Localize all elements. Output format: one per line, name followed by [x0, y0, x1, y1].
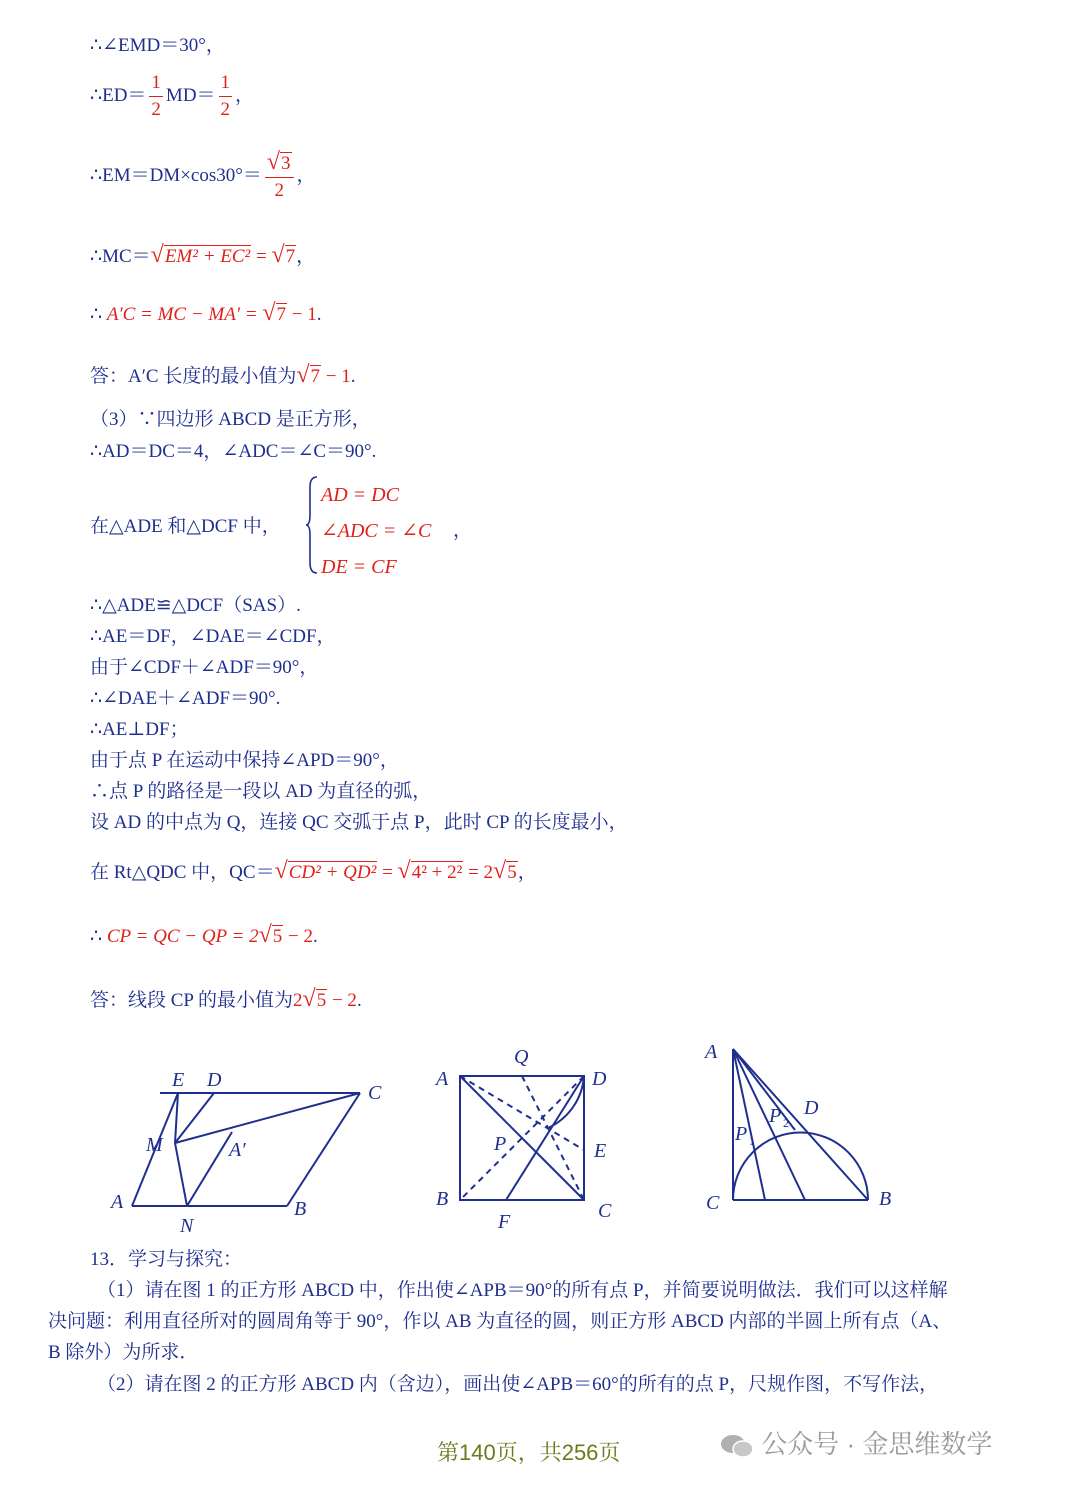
text-line — [90, 66, 254, 126]
question-heading: 13．学习与探究： — [90, 1249, 243, 1270]
text-line: 由于点 P 在运动中保持∠APD＝90°， — [90, 750, 399, 771]
label: P — [735, 1123, 748, 1145]
label: A — [705, 1041, 718, 1063]
label: C — [368, 1082, 382, 1104]
text-line: 决问题：利用直径所对的圆周角等于 90°，作以 AB 为直径的圆，则正方形 ABCD 内部的半圆上所有点（A、 — [48, 1311, 952, 1332]
expr-prefix: ∴ — [90, 304, 107, 325]
radical-sign: √ — [266, 149, 281, 176]
label: E — [172, 1069, 185, 1091]
expr-tail: − 2 — [327, 990, 357, 1011]
radical-sign: √ — [262, 300, 276, 326]
expr-prefix: ∴EM＝DM×cos30°＝ — [90, 165, 262, 186]
fraction — [149, 70, 163, 123]
fraction — [219, 70, 233, 123]
expr-prefix: ∴ED＝ — [90, 85, 147, 106]
answer-label: 答： — [90, 366, 129, 387]
label: B — [879, 1188, 892, 1210]
expression: A′C = MC − MA′ = — [106, 304, 263, 325]
expr-end: ， — [517, 862, 537, 883]
text-line: （1）请在图 1 的正方形 ABCD 中，作出使∠APB＝90°的所有点 P，并简要说明做法．我们可以这样解 — [97, 1280, 948, 1301]
label: N — [180, 1215, 194, 1237]
expr-mid: MD＝ — [165, 85, 216, 106]
radicand: 7 — [285, 246, 296, 267]
wechat-icon — [720, 1433, 754, 1459]
expr-end: ， — [235, 85, 255, 106]
expression: CP = QC − QP = 2 — [106, 926, 259, 947]
label: F — [498, 1211, 511, 1233]
expr-end: ， — [296, 246, 316, 267]
expr-prefix: 在 Rt△QDC 中，QC＝ — [90, 862, 275, 883]
radicand: 3 — [281, 153, 291, 175]
radicand: 4² + 2² — [411, 862, 463, 883]
radical-sign: √ — [493, 858, 507, 884]
system-end: ， — [453, 520, 473, 541]
radicand: EM² + EC² — [164, 246, 251, 267]
label: P — [769, 1105, 782, 1127]
text-line — [90, 360, 355, 392]
system-row: ∠ADC = ∠C — [321, 520, 432, 542]
denominator: 2 — [274, 180, 284, 202]
label: M — [146, 1134, 163, 1156]
radical-sign: √ — [296, 362, 310, 388]
radical-sign: √ — [258, 922, 272, 948]
text-line — [90, 240, 315, 272]
label: D — [592, 1068, 607, 1090]
numerator — [265, 149, 294, 178]
text-line — [90, 856, 537, 888]
radical-sign: √ — [274, 858, 288, 884]
numerator: 1 — [149, 70, 163, 97]
text-line: ∴AE＝DF，∠DAE＝∠CDF， — [90, 626, 336, 647]
label: C — [706, 1192, 720, 1214]
label: B — [294, 1198, 307, 1220]
radicand: 5 — [316, 990, 327, 1011]
expr-end: . — [313, 926, 318, 947]
text-line: ∴AD＝DC＝4，∠ADC＝∠C＝90°. — [90, 441, 377, 462]
label: B — [436, 1188, 449, 1210]
text-line: ∴∠EMD＝30°， — [90, 35, 225, 56]
expr-end: ， — [296, 165, 316, 186]
radicand: CD² + QD² — [288, 862, 377, 883]
brace-icon — [305, 475, 319, 575]
watermark-text: 公众号 · 金思维数学 — [761, 1429, 993, 1459]
text-line: B 除外）为所求． — [48, 1342, 199, 1363]
equals: = — [251, 246, 272, 267]
radical-sign: √ — [150, 242, 164, 268]
radicand: 5 — [272, 926, 283, 947]
denominator: 2 — [151, 99, 161, 121]
answer-text: A′C 长度的最小值为 — [128, 366, 297, 387]
text-line: 由于∠CDF＋∠ADF＝90°， — [90, 657, 319, 678]
label: D — [804, 1097, 819, 1119]
answer-label: 答：线段 CP 的最小值为 — [90, 990, 294, 1011]
label: A — [436, 1068, 449, 1090]
equals: = — [377, 862, 398, 883]
label: A — [111, 1191, 124, 1213]
text-line: ∴点 P 的路径是一段以 AD 为直径的弧， — [90, 781, 432, 802]
text-line: ∴△ADE≌△DCF（SAS）. — [90, 595, 301, 616]
system-row: DE = CF — [321, 556, 397, 578]
fraction — [265, 149, 294, 204]
label-subscript: 2 — [783, 1116, 789, 1130]
radical-sign: √ — [397, 858, 411, 884]
label: E — [594, 1140, 607, 1162]
text-line — [90, 920, 318, 952]
figure-labels — [109, 1041, 891, 1237]
radicand: 7 — [310, 366, 320, 387]
numerator: 1 — [219, 70, 233, 97]
text-line — [90, 298, 321, 330]
geometry-figures — [0, 1035, 1080, 1245]
answer-value: 2 — [293, 990, 303, 1011]
expr-prefix: ∴MC＝ — [90, 246, 151, 267]
expr-end: . — [350, 366, 356, 387]
label: P — [494, 1133, 507, 1155]
watermark — [720, 1424, 992, 1461]
label: C — [598, 1200, 612, 1222]
text-line — [90, 146, 316, 206]
label-subscript: 1 — [749, 1134, 755, 1148]
expr-end: . — [316, 304, 322, 325]
expr-prefix: ∴ — [90, 926, 107, 947]
expr-tail: − 1 — [321, 366, 351, 387]
text-line: （2）请在图 2 的正方形 ABCD 内（含边），画出使∠APB＝60°的所有的点 P，尺规作图，不写作法， — [97, 1374, 939, 1395]
equals: = 2 — [463, 862, 494, 883]
page-number: 第140页，共256页 — [437, 1440, 621, 1465]
text-line: 设 AD 的中点为 Q，连接 QC 交弧于点 P，此时 CP 的长度最小， — [90, 812, 628, 833]
system-row: AD = DC — [321, 484, 399, 506]
text-line — [90, 984, 362, 1016]
expr-end: . — [356, 990, 362, 1011]
expr-tail: − 1 — [287, 304, 317, 325]
expr-tail: − 2 — [283, 926, 314, 947]
label: D — [207, 1069, 222, 1091]
radicand: 5 — [507, 862, 517, 883]
denominator: 2 — [220, 99, 231, 121]
text-line: （3）∵四边形 ABCD 是正方形， — [90, 409, 371, 430]
text-line: 在△ADE 和△DCF 中， — [90, 516, 281, 537]
text-line: ∴∠DAE＋∠ADF＝90°. — [90, 688, 281, 709]
radical-sign: √ — [302, 986, 316, 1012]
label: Q — [514, 1046, 529, 1068]
radical-sign: √ — [271, 242, 285, 268]
radicand: 7 — [276, 304, 287, 325]
label: A′ — [229, 1139, 246, 1161]
text-line: ∴AE⊥DF； — [90, 719, 189, 740]
